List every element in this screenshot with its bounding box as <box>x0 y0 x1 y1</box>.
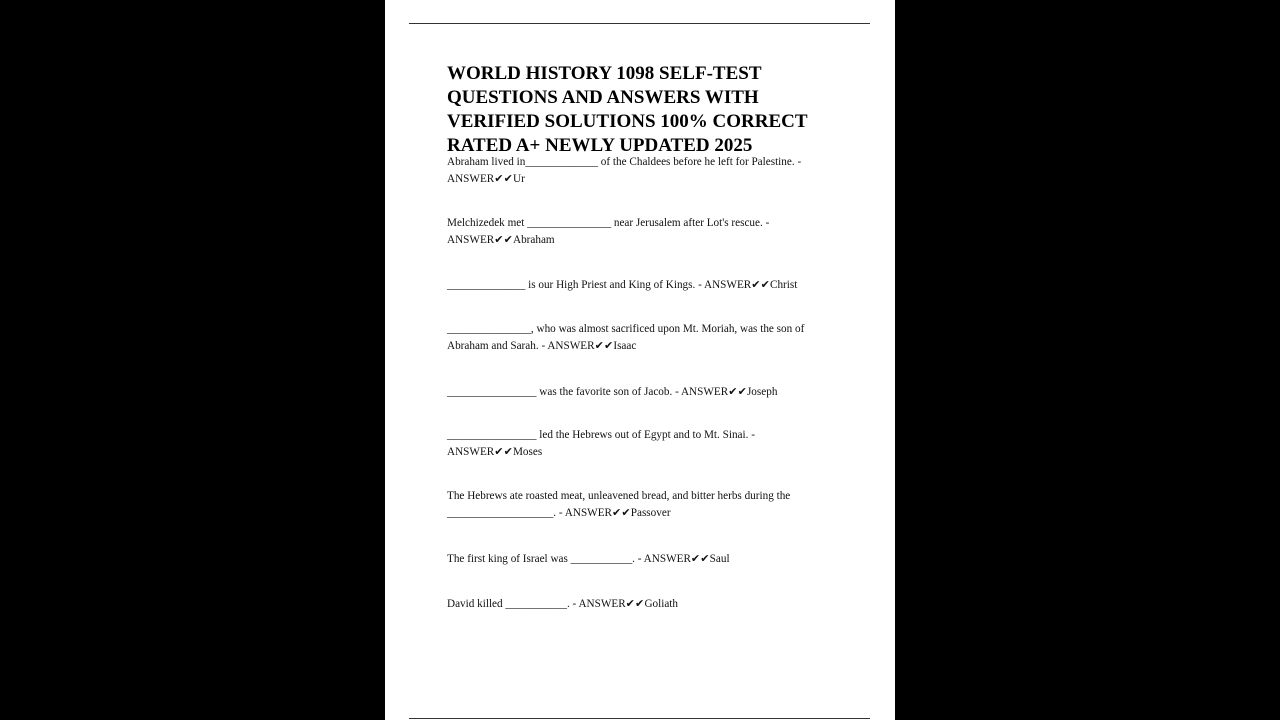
answer-text: Moses <box>512 446 543 458</box>
question-text: ______________ is our High Priest and King of Kings. <box>447 279 696 291</box>
bottom-rule <box>409 718 870 719</box>
answer-text: Goliath <box>644 598 678 610</box>
answer-prefix: - ANSWER✔✔ <box>541 340 614 352</box>
top-rule <box>409 23 870 24</box>
document-page <box>385 0 895 720</box>
question-text: _______________, who was almost sacrificed upon Mt. Moriah, was the son of Abraham and Sarah. <box>447 323 805 352</box>
answer-prefix: - ANSWER✔✔ <box>675 386 747 398</box>
qa-item <box>447 154 847 188</box>
document-content <box>447 62 847 158</box>
answer-prefix: - ANSWER✔✔ <box>558 507 631 519</box>
answer-prefix: - ANSWER✔✔ <box>447 429 755 458</box>
answer-text: Passover <box>630 507 671 519</box>
qa-item <box>447 551 847 568</box>
answer-text: Isaac <box>613 340 637 352</box>
question-text: The Hebrews ate roasted meat, unleavened bread, and bitter herbs during the ___________________. <box>447 490 791 519</box>
answer-prefix: - ANSWER✔✔ <box>447 217 770 246</box>
answer-text: Christ <box>769 279 798 291</box>
question-text: Melchizedek met _______________ near Jerusalem after Lot's rescue. <box>447 217 763 229</box>
answer-prefix: - ANSWER✔✔ <box>637 553 710 565</box>
qa-item <box>447 277 847 294</box>
answer-text: Ur <box>512 173 525 185</box>
answer-text: Saul <box>709 553 730 565</box>
qa-item <box>447 488 847 522</box>
answer-text: Joseph <box>746 386 778 398</box>
qa-item <box>447 215 847 249</box>
answer-prefix: - ANSWER✔✔ <box>572 598 645 610</box>
question-text: David killed ___________. <box>447 598 570 610</box>
qa-item <box>447 384 847 401</box>
document-title: WORLD HISTORY 1098 SELF-TEST QUESTIONS AND ANSWERS WITH VERIFIED SOLUTIONS 100% CORRECT RATED A+ NEWLY UPDATED 2025 <box>447 63 808 156</box>
qa-item <box>447 321 847 355</box>
question-text: The first king of Israel was ___________. <box>447 553 635 565</box>
qa-item <box>447 427 847 461</box>
question-text: ________________ led the Hebrews out of Egypt and to Mt. Sinai. <box>447 429 749 441</box>
answer-prefix: - ANSWER✔✔ <box>698 279 770 291</box>
answer-text: Abraham <box>512 234 555 246</box>
answer-prefix: - ANSWER✔✔ <box>447 156 802 185</box>
qa-item <box>447 596 847 613</box>
question-text: ________________ was the favorite son of Jacob. <box>447 386 673 398</box>
question-text: Abraham lived in_____________ of the Chaldees before he left for Palestine. <box>447 156 795 168</box>
